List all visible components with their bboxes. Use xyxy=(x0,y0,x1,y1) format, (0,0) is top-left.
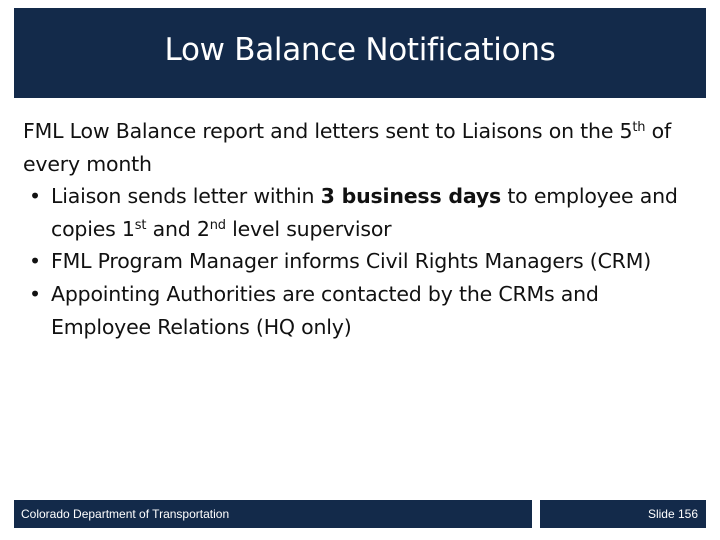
intro-superscript: th xyxy=(632,120,646,135)
bullet-icon: • xyxy=(29,249,41,274)
bullet-1-sup-1: st xyxy=(134,217,147,233)
footer-organization-bar xyxy=(14,500,532,528)
bullet-1-bold: 3 business days xyxy=(320,184,502,209)
title-bar xyxy=(14,8,706,98)
bullet-item-program-manager xyxy=(23,245,703,278)
intro-text-after: of every month xyxy=(23,119,672,176)
intro-text-before: FML Low Balance report and letters sent to Liaisons on the 5 xyxy=(23,119,633,143)
footer-slide-number-bar xyxy=(540,500,706,528)
bullet-item-liaison xyxy=(23,180,703,245)
bullet-1-text-after: level supervisor xyxy=(225,216,392,241)
bullet-icon: • xyxy=(29,281,41,306)
bullet-3-text: Appointing Authorities are contacted by the CRMs and Employee Relations (HQ only) xyxy=(51,281,599,339)
footer-organization: Colorado Department of Transportation xyxy=(21,507,230,521)
bullet-2-text: FML Program Manager informs Civil Rights Managers (CRM) xyxy=(51,249,652,274)
bullet-1-text-before: Liaison sends letter within xyxy=(51,184,321,209)
bullet-icon: • xyxy=(29,184,41,209)
bullet-item-appointing-authorities xyxy=(23,278,703,343)
slide-title: Low Balance Notifications xyxy=(164,32,556,68)
bullet-1-text-between: and 2 xyxy=(146,216,210,241)
intro-paragraph xyxy=(23,115,703,180)
bullet-list xyxy=(23,180,703,343)
bullet-1-text-middle: to employee and copies 1 xyxy=(51,184,678,241)
slide-content xyxy=(23,115,703,343)
footer-slide-number: Slide 156 xyxy=(647,507,698,521)
bullet-1-sup-2: nd xyxy=(209,217,226,233)
